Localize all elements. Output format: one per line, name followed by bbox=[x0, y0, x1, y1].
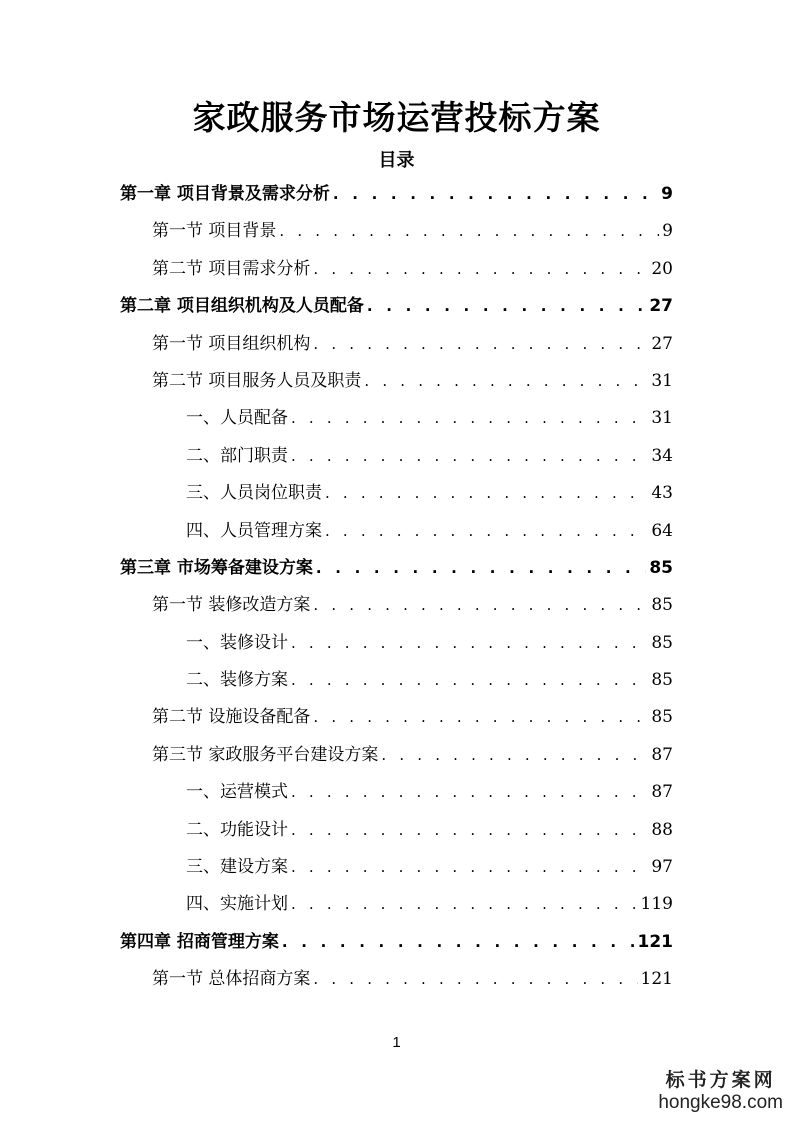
toc-entry-page: 20 bbox=[651, 258, 673, 279]
watermark-brand: 标书方案网 bbox=[665, 1069, 776, 1091]
toc-dot-leader bbox=[367, 288, 646, 325]
toc-entry-page: 87 bbox=[651, 744, 673, 765]
table-of-contents bbox=[120, 176, 673, 999]
toc-entry[interactable] bbox=[120, 886, 673, 923]
toc-entry-label: 第一节 项目组织机构 bbox=[152, 333, 311, 354]
toc-entry-label: 第一节 总体招商方案 bbox=[152, 969, 311, 990]
toc-dot-leader bbox=[291, 662, 648, 699]
toc-entry-label: 四、人员管理方案 bbox=[186, 520, 322, 541]
toc-entry[interactable] bbox=[120, 587, 673, 624]
toc-entry-page: 9 bbox=[662, 221, 673, 242]
toc-entry-label: 第一节 装修改造方案 bbox=[152, 595, 311, 616]
toc-entry[interactable] bbox=[120, 550, 673, 587]
toc-dot-leader bbox=[282, 924, 635, 961]
toc-dot-leader bbox=[291, 625, 648, 662]
toc-entry-page: 27 bbox=[649, 296, 673, 317]
toc-entry-page: 88 bbox=[651, 819, 673, 840]
toc-dot-leader bbox=[381, 737, 648, 774]
toc-entry-page: 85 bbox=[651, 632, 673, 653]
toc-entry-label: 第二节 项目需求分析 bbox=[152, 258, 311, 279]
toc-dot-leader bbox=[291, 774, 648, 811]
toc-entry-page: 31 bbox=[651, 370, 673, 391]
toc-entry-label: 三、人员岗位职责 bbox=[186, 483, 322, 504]
toc-dot-leader bbox=[313, 326, 648, 363]
toc-entry[interactable] bbox=[120, 326, 673, 363]
toc-entry[interactable] bbox=[120, 288, 673, 325]
toc-dot-leader bbox=[313, 587, 648, 624]
toc-entry-label: 第四章 招商管理方案 bbox=[120, 931, 279, 952]
toc-entry-label: 一、人员配备 bbox=[186, 408, 288, 429]
toc-entry[interactable] bbox=[120, 251, 673, 288]
toc-entry[interactable] bbox=[120, 438, 673, 475]
toc-entry-label: 一、运营模式 bbox=[186, 782, 288, 803]
toc-dot-leader bbox=[279, 213, 659, 250]
toc-heading: 目录 bbox=[378, 150, 415, 171]
toc-entry[interactable] bbox=[120, 363, 673, 400]
document-title: 家政服务市场运营投标方案 bbox=[192, 98, 601, 137]
toc-entry[interactable] bbox=[120, 812, 673, 849]
toc-entry-label: 第二节 设施设备配备 bbox=[152, 707, 311, 728]
toc-dot-leader bbox=[313, 251, 648, 288]
toc-entry-label: 三、建设方案 bbox=[186, 857, 288, 878]
toc-dot-leader bbox=[291, 438, 648, 475]
toc-entry-label: 第二节 项目服务人员及职责 bbox=[152, 370, 362, 391]
watermark-url: hongke98.com bbox=[658, 1092, 783, 1113]
toc-dot-leader bbox=[313, 699, 648, 736]
page-number: 1 bbox=[392, 1034, 401, 1051]
watermark-logo bbox=[658, 1065, 783, 1114]
toc-entry-page: 85 bbox=[651, 707, 673, 728]
toc-entry-page: 64 bbox=[651, 520, 673, 541]
toc-dot-leader bbox=[325, 475, 648, 512]
toc-entry[interactable] bbox=[120, 662, 673, 699]
toc-entry[interactable] bbox=[120, 400, 673, 437]
toc-entry-page: 85 bbox=[649, 557, 673, 578]
toc-entry-page: 119 bbox=[640, 894, 673, 915]
toc-entry-page: 27 bbox=[651, 333, 673, 354]
toc-entry-page: 121 bbox=[637, 931, 673, 952]
toc-entry[interactable] bbox=[120, 924, 673, 961]
toc-entry[interactable] bbox=[120, 737, 673, 774]
toc-entry-page: 9 bbox=[661, 184, 673, 204]
toc-entry-page: 87 bbox=[651, 782, 673, 803]
toc-entry[interactable] bbox=[120, 774, 673, 811]
toc-entry[interactable] bbox=[120, 513, 673, 550]
toc-dot-leader bbox=[333, 176, 658, 213]
toc-entry-label: 第三节 家政服务平台建设方案 bbox=[152, 744, 379, 765]
toc-entry-label: 二、部门职责 bbox=[186, 445, 288, 466]
toc-entry-page: 97 bbox=[651, 857, 673, 878]
toc-entry-label: 第一节 项目背景 bbox=[152, 221, 277, 242]
toc-dot-leader bbox=[291, 849, 648, 886]
toc-entry[interactable] bbox=[120, 475, 673, 512]
toc-entry-label: 四、实施计划 bbox=[186, 894, 288, 915]
toc-entry-page: 85 bbox=[651, 670, 673, 691]
toc-entry[interactable] bbox=[120, 961, 673, 998]
toc-dot-leader bbox=[316, 550, 646, 587]
toc-dot-leader bbox=[291, 886, 638, 923]
toc-dot-leader bbox=[291, 812, 648, 849]
toc-entry-page: 43 bbox=[651, 483, 673, 504]
toc-entry-page: 121 bbox=[640, 969, 673, 990]
toc-dot-leader bbox=[364, 363, 648, 400]
toc-entry-page: 85 bbox=[651, 595, 673, 616]
toc-entry[interactable] bbox=[120, 176, 673, 213]
toc-entry-label: 一、装修设计 bbox=[186, 632, 288, 653]
toc-entry[interactable] bbox=[120, 699, 673, 736]
toc-entry-page: 34 bbox=[651, 445, 673, 466]
toc-entry-label: 第二章 项目组织机构及人员配备 bbox=[120, 296, 364, 317]
toc-dot-leader bbox=[291, 400, 648, 437]
toc-entry-label: 第三章 市场筹备建设方案 bbox=[120, 557, 313, 578]
toc-entry-page: 31 bbox=[651, 408, 673, 429]
toc-dot-leader bbox=[325, 513, 648, 550]
toc-entry[interactable] bbox=[120, 625, 673, 662]
toc-entry-label: 第一章 项目背景及需求分析 bbox=[120, 184, 330, 204]
toc-entry-label: 二、功能设计 bbox=[186, 819, 288, 840]
toc-dot-leader bbox=[313, 961, 637, 998]
toc-entry-label: 二、装修方案 bbox=[186, 670, 288, 691]
toc-entry[interactable] bbox=[120, 849, 673, 886]
toc-entry[interactable] bbox=[120, 213, 673, 250]
